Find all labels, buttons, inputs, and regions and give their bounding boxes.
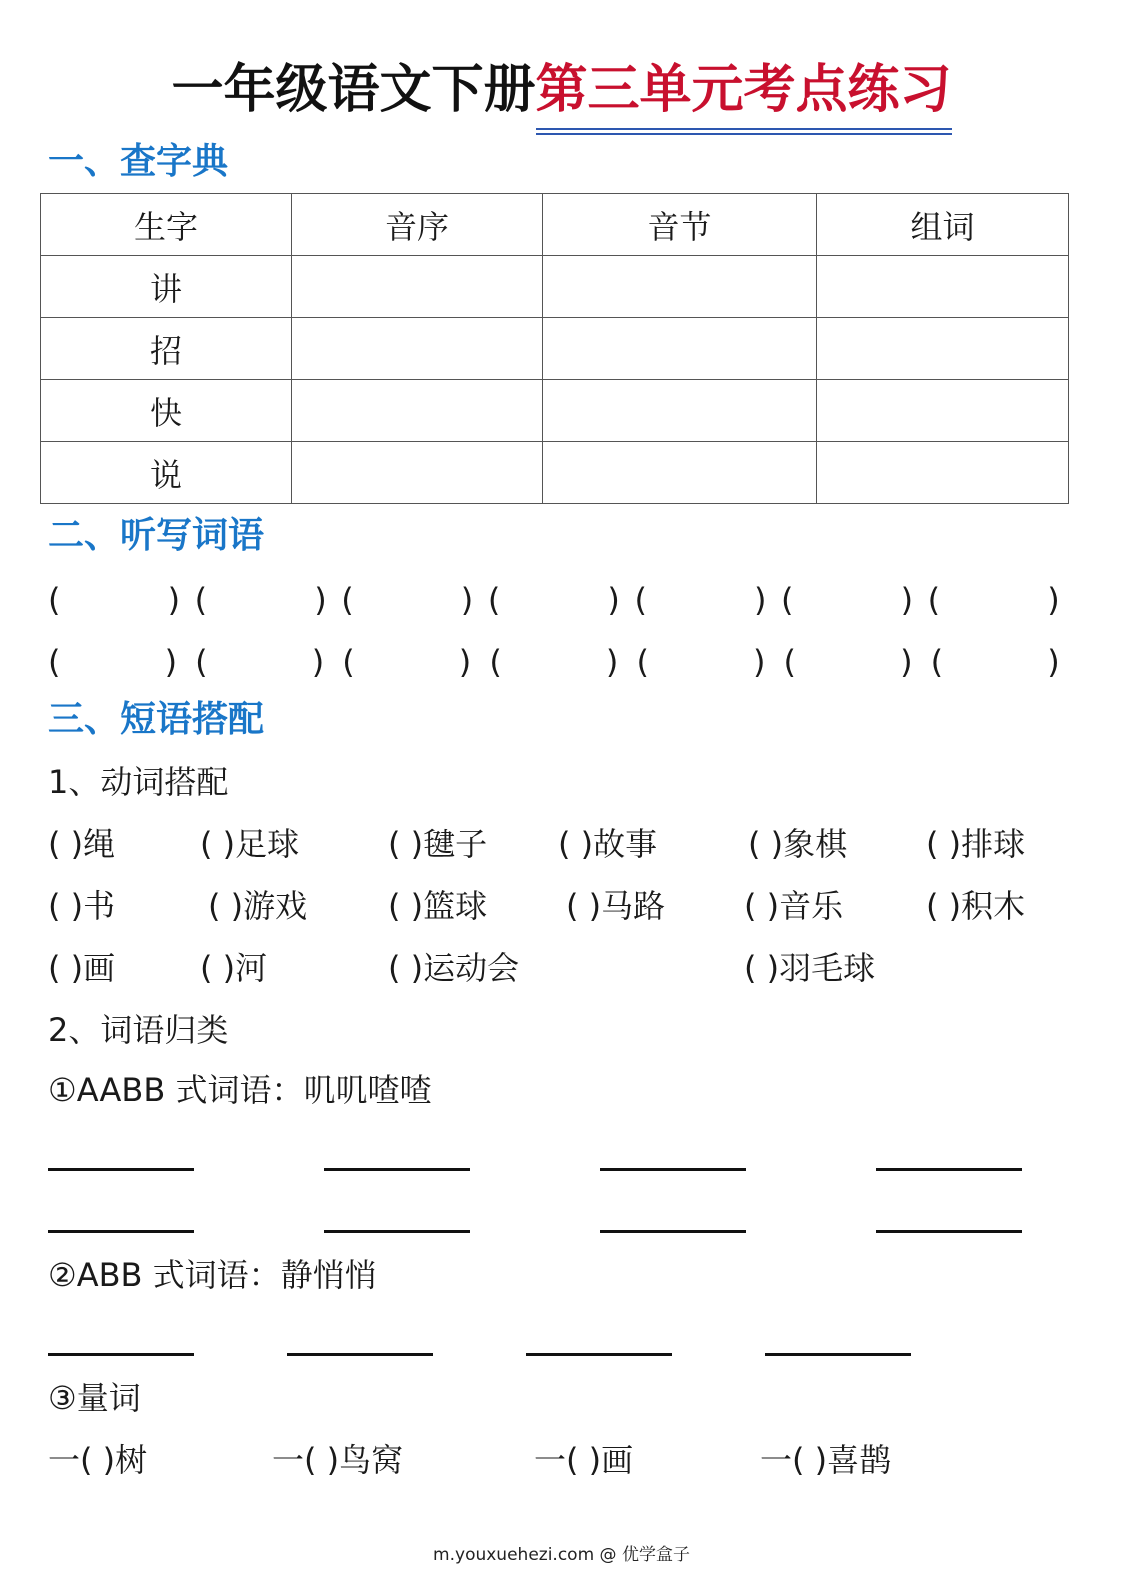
open-paren: ( — [489, 643, 502, 681]
measure-word-question: ③量词 — [48, 1379, 141, 1417]
open-paren: ( — [487, 581, 501, 619]
open-paren: ( — [781, 581, 794, 619]
verb-item[interactable]: ( )排球 — [926, 825, 1026, 863]
open-paren: ( — [342, 643, 355, 681]
verb-item[interactable]: ( )足球 — [200, 825, 300, 863]
close-paren: ) — [754, 581, 767, 619]
close-paren: ) — [900, 581, 914, 619]
answer-blank[interactable] — [876, 1168, 1022, 1171]
table-header-row — [41, 194, 1069, 256]
open-paren: ( — [634, 581, 647, 619]
close-paren: ) — [1047, 581, 1060, 619]
section-3-heading: 三、短语搭配 — [48, 699, 265, 740]
close-paren: ) — [167, 581, 181, 619]
close-paren: ) — [900, 643, 913, 681]
abb-question: ②ABB 式词语：静悄悄 — [48, 1256, 377, 1294]
order-answer-cell[interactable] — [292, 256, 543, 318]
dictation-blank[interactable] — [75, 580, 153, 620]
measure-item[interactable]: 一( )画 — [534, 1441, 634, 1479]
measure-item[interactable]: 一( )鸟窝 — [272, 1441, 404, 1479]
close-paren: ) — [460, 581, 474, 619]
words-answer-cell[interactable] — [817, 318, 1069, 380]
verb-match-subheading: 1、动词搭配 — [48, 763, 229, 801]
char-cell: 讲 — [41, 256, 292, 318]
answer-blank[interactable] — [600, 1230, 746, 1233]
verb-item[interactable]: ( )毽子 — [388, 825, 488, 863]
words-answer-cell[interactable] — [817, 256, 1069, 318]
close-paren: ) — [164, 643, 178, 681]
page-title — [0, 58, 1123, 122]
open-paren: ( — [783, 643, 797, 681]
dictionary-table — [40, 193, 1069, 504]
syllable-answer-cell[interactable] — [543, 256, 817, 318]
dictation-blank[interactable] — [368, 580, 446, 620]
close-paren: ) — [1047, 643, 1060, 681]
footer-watermark: m.youxuehezi.com @ 优学盒子 — [433, 1545, 690, 1565]
table-row — [41, 256, 1069, 318]
open-paren: ( — [48, 643, 61, 681]
answer-blank[interactable] — [287, 1353, 433, 1356]
dictation-blank[interactable] — [667, 642, 735, 682]
verb-item[interactable]: ( )游戏 — [208, 887, 308, 925]
verb-item[interactable]: ( )河 — [200, 949, 268, 987]
answer-blank[interactable] — [324, 1168, 470, 1171]
close-paren: ) — [314, 581, 327, 619]
close-paren: ) — [311, 643, 325, 681]
verb-item[interactable]: ( )象棋 — [748, 825, 848, 863]
syllable-answer-cell[interactable] — [543, 442, 817, 504]
char-cell: 说 — [41, 442, 292, 504]
aabb-question: ①AABB 式词语：叽叽喳喳 — [48, 1071, 432, 1109]
close-paren: ) — [607, 581, 620, 619]
answer-blank[interactable] — [48, 1353, 194, 1356]
measure-item[interactable]: 一( )树 — [48, 1441, 148, 1479]
verb-item[interactable]: ( )故事 — [558, 825, 658, 863]
table-row — [41, 442, 1069, 504]
open-paren: ( — [194, 581, 208, 619]
close-paren: ) — [458, 643, 472, 681]
open-paren: ( — [48, 581, 61, 619]
verb-item[interactable]: ( )音乐 — [744, 887, 844, 925]
verb-item[interactable]: ( )绳 — [48, 825, 116, 863]
dictation-blank[interactable] — [961, 642, 1029, 682]
answer-blank[interactable] — [324, 1230, 470, 1233]
words-answer-cell[interactable] — [817, 380, 1069, 442]
char-cell: 快 — [41, 380, 292, 442]
open-paren: ( — [195, 643, 208, 681]
section-1-heading: 一、查字典 — [48, 141, 229, 182]
dictation-blank[interactable] — [814, 642, 882, 682]
answer-blank[interactable] — [876, 1230, 1022, 1233]
dictation-blank[interactable] — [226, 642, 294, 682]
verb-item[interactable]: ( )篮球 — [388, 887, 488, 925]
dictation-blank[interactable] — [808, 580, 886, 620]
answer-blank[interactable] — [48, 1168, 194, 1171]
header-order: 音序 — [292, 194, 543, 256]
verb-item[interactable]: ( )书 — [48, 887, 116, 925]
open-paren: ( — [930, 643, 944, 681]
close-paren: ) — [605, 643, 619, 681]
order-answer-cell[interactable] — [292, 380, 543, 442]
dictation-blank[interactable] — [79, 642, 147, 682]
syllable-answer-cell[interactable] — [543, 380, 817, 442]
dictation-blank[interactable] — [520, 642, 588, 682]
dictation-blank[interactable] — [222, 580, 300, 620]
verb-item[interactable]: ( )马路 — [566, 887, 666, 925]
dictation-row-1 — [48, 580, 1060, 620]
close-paren: ) — [753, 643, 766, 681]
verb-item[interactable]: ( )积木 — [926, 887, 1026, 925]
section-2-heading: 二、听写词语 — [48, 515, 265, 556]
answer-blank[interactable] — [48, 1230, 194, 1233]
title-grade: 一年级语文下册 — [171, 60, 536, 120]
title-unit: 第三单元考点练习 — [535, 60, 952, 120]
header-words: 组词 — [817, 194, 1069, 256]
char-cell: 招 — [41, 318, 292, 380]
word-classify-subheading: 2、词语归类 — [48, 1011, 229, 1049]
verb-item[interactable]: ( )运动会 — [388, 949, 520, 987]
order-answer-cell[interactable] — [292, 318, 543, 380]
verb-item[interactable]: ( )羽毛球 — [744, 949, 876, 987]
table-row — [41, 318, 1069, 380]
dictation-blank[interactable] — [373, 642, 441, 682]
verb-item[interactable]: ( )画 — [48, 949, 116, 987]
answer-blank[interactable] — [765, 1353, 911, 1356]
order-answer-cell[interactable] — [292, 442, 543, 504]
dictation-blank[interactable] — [661, 580, 739, 620]
answer-blank[interactable] — [526, 1353, 672, 1356]
words-answer-cell[interactable] — [817, 442, 1069, 504]
dictation-blank[interactable] — [515, 580, 593, 620]
header-syllable: 音节 — [543, 194, 817, 256]
header-char: 生字 — [41, 194, 292, 256]
dictation-row-2 — [48, 642, 1060, 682]
dictation-blank[interactable] — [955, 580, 1033, 620]
open-paren: ( — [341, 581, 354, 619]
syllable-answer-cell[interactable] — [543, 318, 817, 380]
open-paren: ( — [636, 643, 649, 681]
answer-blank[interactable] — [600, 1168, 746, 1171]
table-row — [41, 380, 1069, 442]
open-paren: ( — [927, 581, 941, 619]
measure-item[interactable]: 一( )喜鹊 — [760, 1441, 892, 1479]
